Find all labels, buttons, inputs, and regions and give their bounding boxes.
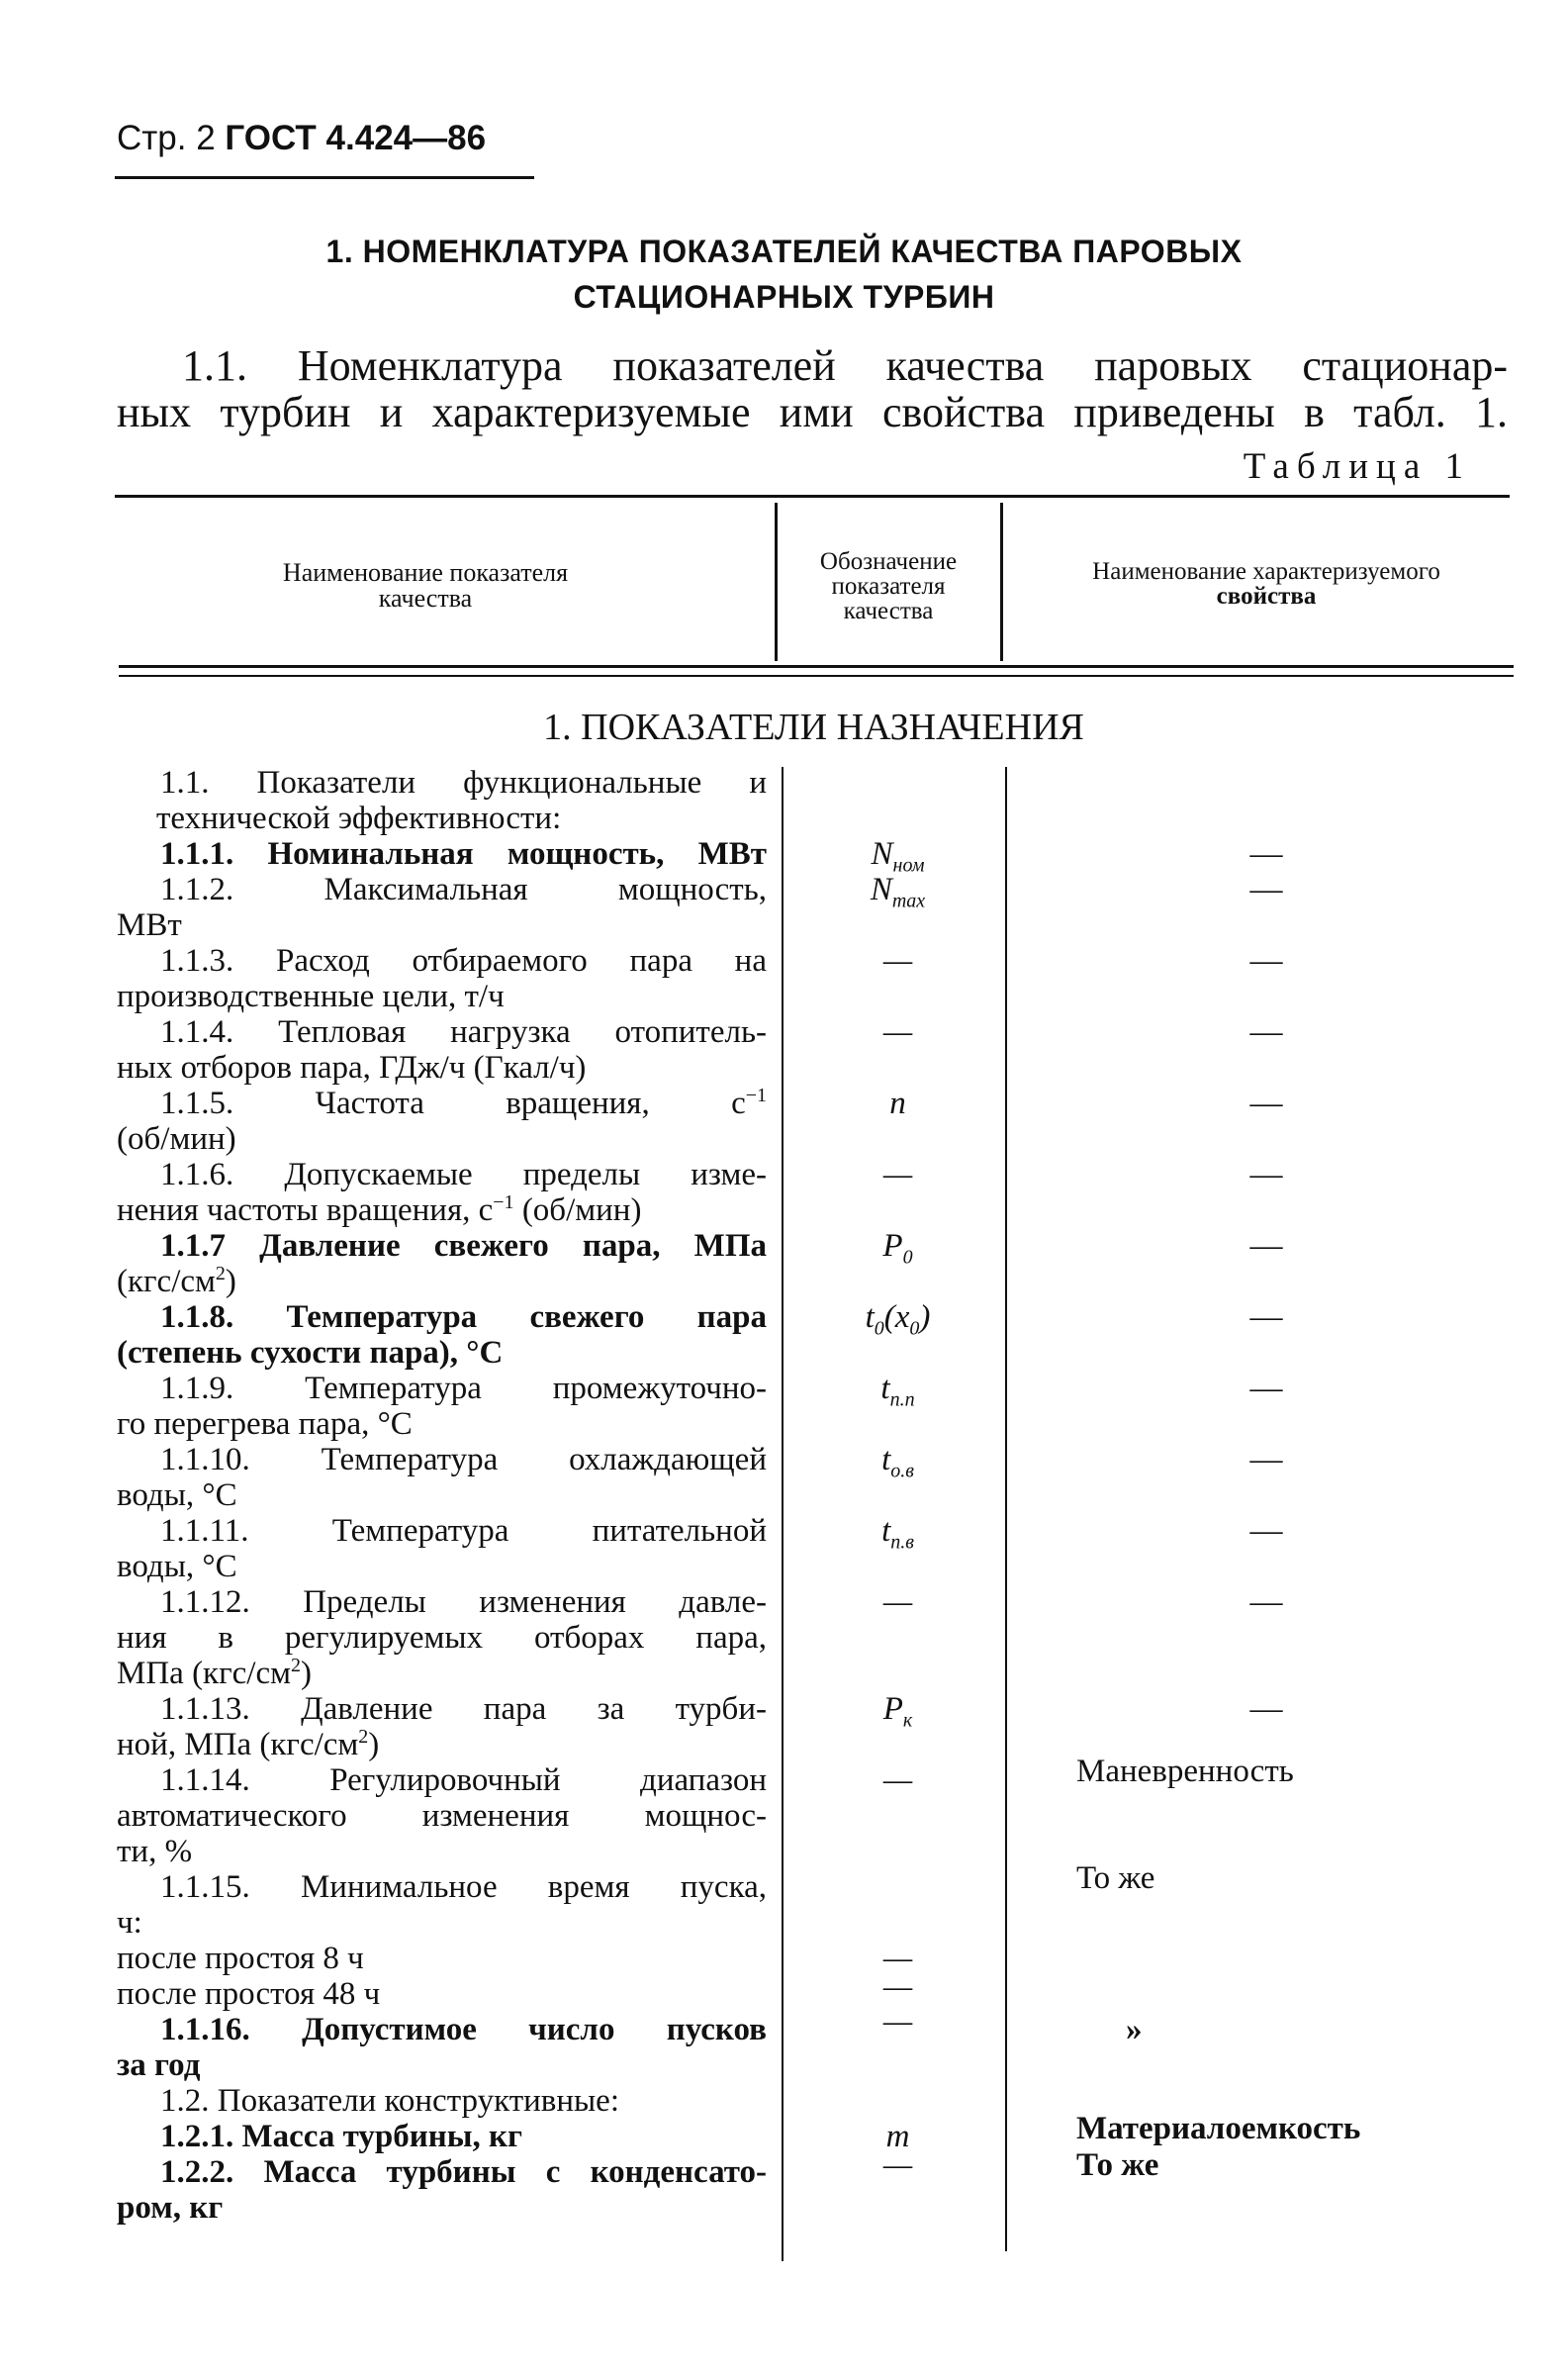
row-text: )	[368, 1727, 380, 1762]
col1-header	[158, 560, 692, 612]
row-text: 1.1.4. Тепловая нагрузка отопитель-	[160, 1014, 767, 1050]
table-label: Таблица 1	[1243, 446, 1471, 487]
row-text: производственные цели, т/ч	[117, 979, 505, 1014]
row-text: )	[225, 1264, 236, 1299]
row-text: 1.1.9. Температура промежуточно-	[160, 1371, 767, 1406]
property-same: То же	[1076, 1860, 1155, 1896]
intro-line1: 1.1. Номенклатура показателей качества паровых стационар-	[182, 341, 1508, 390]
row-text: 1.1.2. Максимальная мощность,	[160, 872, 767, 907]
row-text: 1.1.10. Температура охлаждающей	[160, 1442, 767, 1477]
symbol-N-nom: $N_{ном}$	[871, 836, 925, 877]
symbol-dash: —	[882, 1969, 913, 2005]
row-text: 1.1.5. Частота вращения, с	[160, 1086, 746, 1121]
table-row-1-1-3	[117, 943, 767, 1014]
row-text: воды, °С	[117, 1549, 237, 1584]
table-row-1-1-10	[117, 1442, 767, 1513]
symbol-dash: —	[882, 1014, 913, 1050]
subsection-heading: 1. ПОКАЗАТЕЛИ НАЗНАЧЕНИЯ	[543, 707, 1084, 748]
row-text: после простоя 8 ч	[117, 1941, 364, 1976]
col2-header-line1: Обозначение	[819, 548, 958, 575]
property-dash: —	[1249, 1014, 1283, 1050]
symbol-N-max: $N_{max}$	[870, 872, 926, 912]
property-dash: —	[1249, 1157, 1283, 1192]
row-text: после простоя 48 ч	[117, 1976, 381, 2012]
table-row-1-1-1	[160, 836, 767, 872]
row-text: ти, %	[117, 1834, 193, 1869]
header-divider-1	[775, 503, 778, 661]
col1-header-line1: Наименование показателя	[282, 558, 569, 587]
table-row-1-1-16	[117, 2012, 767, 2083]
table-row-1-1-12	[117, 1584, 767, 1691]
property-material-intensity: Материалоемкость	[1076, 2111, 1361, 2146]
property-dash: —	[1249, 1513, 1283, 1549]
property-dash: —	[1249, 872, 1283, 907]
property-dash: —	[1249, 943, 1283, 979]
symbol-t0-x0: $t_0(x_0)$	[865, 1299, 931, 1340]
table-row-1-1-2	[117, 872, 767, 943]
page-header	[117, 119, 486, 158]
row-text: 1.2. Показатели конструктивные:	[160, 2083, 619, 2119]
table-row-1-1-13	[117, 1691, 767, 1762]
table-row-1-1-5	[117, 1085, 767, 1157]
intro-line2: ных турбин и характеризуемые ими свойства приведены в табл. 1.	[117, 388, 1508, 436]
symbol-dash: —	[882, 1157, 913, 1192]
superscript: 2	[290, 1655, 301, 1676]
col1-header-line2: качества	[378, 584, 473, 613]
row-text: го перегрева пара, °С	[117, 1406, 413, 1442]
symbol-Pk: $P_к$	[882, 1691, 913, 1732]
row-text: 1.1.7 Давление свежего пара, МПа	[160, 1228, 767, 1264]
table-row-1-1-8	[117, 1299, 767, 1371]
row-text: ной, МПа (кгс/см	[117, 1727, 359, 1762]
table-header-rule-1	[119, 665, 1514, 668]
row-text: 1.1.8. Температура свежего пара	[160, 1299, 767, 1335]
row-text: ных отборов пара, ГДж/ч (Гкал/ч)	[117, 1050, 587, 1086]
row-text: 1.2.1. Масса турбины, кг	[160, 2119, 523, 2154]
symbol-P0: $P_0$	[882, 1228, 913, 1269]
col2-header-line3: качества	[843, 598, 934, 624]
table-row-1-2-2	[117, 2154, 767, 2226]
table-header-rule-2	[119, 675, 1514, 677]
row-text: 1.1.16. Допустимое число пусков	[160, 2012, 767, 2047]
table-top-rule	[115, 495, 1510, 498]
header-divider-2	[1000, 503, 1003, 661]
row-text: МПа (кгс/см	[117, 1656, 291, 1691]
body-divider-2	[1005, 767, 1007, 2251]
table-row-1-1-14	[117, 1762, 767, 1869]
row-text: автоматического изменения мощнос-	[117, 1798, 767, 1834]
table-row-1-1-7	[117, 1228, 767, 1299]
property-ditto: »	[1126, 2012, 1143, 2047]
row-text: ч:	[117, 1905, 142, 1941]
col3-header-line2: свойства	[1216, 583, 1317, 610]
row-text: 1.1.12. Пределы изменения давле-	[160, 1584, 767, 1620]
property-dash: —	[1249, 1584, 1283, 1620]
header-rule	[115, 176, 534, 179]
property-dash: —	[1249, 1691, 1283, 1727]
section-title-line2: СТАЦИОНАРНЫХ ТУРБИН	[573, 279, 995, 315]
col3-header	[1019, 559, 1514, 609]
table-row-1-2-1	[160, 2119, 767, 2154]
table-row-1-1-11	[117, 1513, 767, 1584]
row-text: (об/мин)	[117, 1121, 236, 1157]
document-code: ГОСТ 4.424—86	[225, 119, 487, 157]
page-number: Стр. 2	[117, 119, 216, 157]
row-text: 1.1.3. Расход отбираемого пара на	[160, 943, 767, 979]
row-text: 1.1.14. Регулировочный диапазон	[160, 1762, 767, 1798]
symbol-n: n	[889, 1086, 906, 1121]
row-text: (об/мин)	[513, 1192, 642, 1228]
row-text: технической эффективности:	[156, 801, 562, 836]
table-row-1-1-15	[117, 1869, 767, 1941]
row-text: ром, кг	[117, 2190, 224, 2226]
table-row-1-1-9	[117, 1371, 767, 1442]
symbol-dash: —	[882, 2004, 913, 2040]
row-text: 1.1.11. Температура питательной	[160, 1513, 767, 1549]
col2-header	[779, 549, 998, 623]
row-text: воды, °С	[117, 1477, 237, 1513]
symbol-m: m	[885, 2119, 910, 2154]
row-text: (степень сухости пара), °С	[117, 1335, 504, 1371]
row-text: 1.1.15. Минимальное время пуска,	[160, 1869, 767, 1905]
symbol-t-pv: $t_{п.в}$	[881, 1513, 914, 1554]
property-dash: —	[1249, 836, 1283, 872]
table-row-after-8h	[117, 1941, 723, 1976]
row-text: нения частоты вращения, с	[117, 1192, 494, 1228]
table-row-after-48h	[117, 1976, 723, 2012]
col2-header-line2: показателя	[831, 573, 946, 600]
property-dash: —	[1249, 1442, 1283, 1477]
table-row-1-2	[160, 2083, 767, 2119]
row-text: за год	[117, 2047, 201, 2083]
property-dash: —	[1249, 1371, 1283, 1406]
symbol-dash: —	[882, 1762, 913, 1798]
table-row-1-1-4	[117, 1014, 767, 1086]
symbol-t-ov: $t_{о.в}$	[881, 1442, 914, 1482]
symbol-t-pp: $t_{п.п}$	[880, 1371, 915, 1411]
property-same: То же	[1076, 2147, 1159, 2183]
row-text: 1.1.6. Допускаемые пределы изме-	[160, 1157, 767, 1192]
superscript: −1	[493, 1191, 514, 1213]
symbol-dash: —	[882, 1941, 913, 1976]
row-text: )	[300, 1656, 312, 1691]
table-row-1-1	[156, 765, 767, 836]
superscript: 2	[215, 1263, 226, 1284]
superscript: 2	[358, 1726, 369, 1748]
symbol-dash: —	[882, 1584, 913, 1620]
row-text: 1.1.13. Давление пара за турби-	[160, 1691, 767, 1727]
table-row-1-1-6	[117, 1157, 767, 1228]
col3-header-line1: Наименование характеризуемого	[1092, 558, 1440, 585]
row-text: МВт	[117, 907, 182, 943]
row-text: ния в регулируемых отборах пара,	[117, 1620, 767, 1656]
row-text: 1.2.2. Масса турбины с конденсато-	[160, 2154, 767, 2190]
section-title-line1: 1. НОМЕНКЛАТУРА ПОКАЗАТЕЛЕЙ КАЧЕСТВА ПАРОВЫХ	[325, 234, 1243, 269]
property-dash: —	[1249, 1228, 1283, 1264]
row-text: 1.1.1. Номинальная мощность, МВт	[160, 836, 767, 872]
symbol-dash: —	[882, 2147, 913, 2183]
property-dash: —	[1249, 1086, 1283, 1121]
row-text: 1.1. Показатели функциональные и	[160, 765, 767, 801]
property-maneuverability: Маневренность	[1076, 1754, 1294, 1789]
row-text: (кгс/см	[117, 1264, 216, 1299]
symbol-dash: —	[882, 943, 913, 979]
body-divider-1	[782, 767, 784, 2261]
superscript: −1	[745, 1085, 767, 1106]
property-dash: —	[1249, 1299, 1283, 1335]
